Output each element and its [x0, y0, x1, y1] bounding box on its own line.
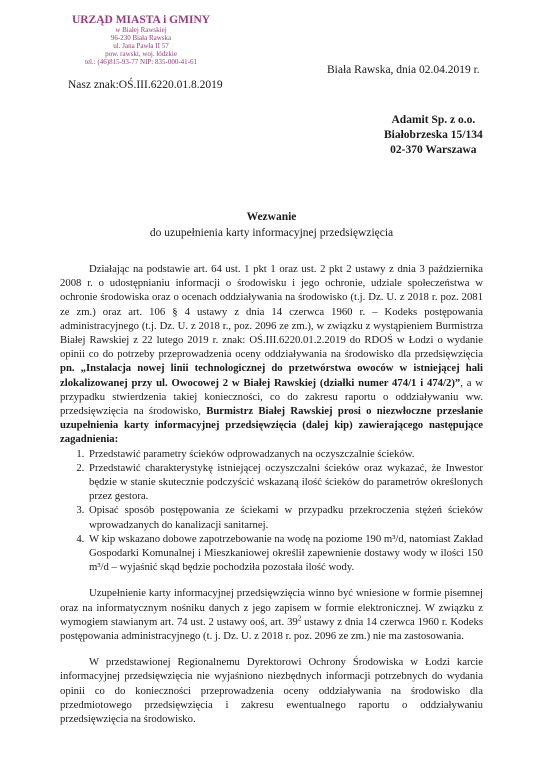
list-item: 1. Przedstawić parametry ścieków odprowadzanych na oczyszczalnie ścieków.: [87, 447, 483, 461]
stamp-line: w Białej Rawskiej: [115, 26, 167, 34]
requirements-list: [60, 447, 483, 575]
stamp-line: tel.: (46)815-93-77 NIP: 835-000-41-61: [85, 58, 197, 66]
list-item: 3. Opisać sposób postępowania ze ściekami w przypadku przekroczenia stężeń ścieków wprowadzanych do kanalizacji sanitarnej.: [87, 503, 483, 531]
letter-body: [60, 262, 483, 726]
project-name: pn. „Instalacja nowej linii technologicznej do przetwórstwa owoców w istniejącej hali zlokalizowanej przy ul. Owocowej 2 w Białej Rawskiej (działki numer 474/1 i 474/2)”: [60, 362, 483, 389]
addressee-line: 02-370 Warszawa: [390, 144, 477, 156]
stamp-line: pow. rawski, woj. łódzkie: [105, 50, 177, 58]
superscript: 2: [297, 614, 302, 623]
stamp-line: ul. Jana Pawła II 57: [113, 42, 169, 50]
office-stamp: [66, 14, 216, 66]
addressee-block: [384, 113, 483, 158]
paragraph-form: [60, 586, 483, 643]
document-date: Biała Rawska, dnia 02.04.2019 r.: [327, 64, 480, 76]
form-text-cont: ustawy z dnia 14 czerwca 1960 r. Kodeks postępowania administracyjnego (t. j. Dz. U. z 2018 r. poz. 2096 ze zm.) nie ma zastosowania.: [60, 615, 483, 643]
stamp-line: 96-230 Biała Rawska: [110, 34, 172, 42]
paragraph-intro: [60, 262, 483, 447]
paragraph-rdos: W przedstawionej Regionalnemu Dyrektorowi Ochrony Środowiska w Łodzi karcie informacyjnej przedsięwzięcia nie wyjaśniono niezbędnych informacji potrzebnych do wydania opinii co do konieczności przeprowadzenia oceny oddziaływania na środowisko dla przedmiotowego przedsięwzięcia i zakresu ewentualnego raportu o oddziaływaniu przedsięwzięcia na środowisko.: [60, 656, 483, 726]
addressee-line: Adamit Sp. z o.o.: [391, 114, 476, 126]
form-text: Uzupełnienie karty informacyjnej przedsięwzięcia winno być wniesione w formie pisemnej oraz na informatycznym nośniku danych z jego zapisem w formie elektronicznej. W związku z wymogiem stawianym art. 74 ust. 2 ustawy ooś, art. 39: [60, 587, 483, 628]
addressee-line: Białobrzeska 15/134: [384, 129, 483, 141]
stamp-line: URZĄD MIASTA i GMINY: [71, 14, 211, 26]
title-line: Wezwanie: [246, 211, 297, 223]
request-text: Burmistrz Białej Rawskiej prosi o niezwłoczne przesłanie uzupełnienia karty informacyjnej przedsięwzięcia (dalej kip) zawierającego następujące zagadnienia:: [60, 405, 484, 446]
list-item: 2. Przedstawić charakterystykę istniejącej oczyszczalni ścieków oraz wykazać, że Inwestor będzie w stanie skutecznie podczyścić wskazaną ilość ścieków do parametrów określonych przez gestora.: [87, 461, 483, 504]
intro-text-cont: , a w przypadku stwierdzenia takiej konieczności, co do zakresu raportu o oddziaływaniu ww. przedsięwzięcia na środowisko,: [60, 376, 483, 418]
document-title: [0, 209, 543, 241]
intro-text: Działając na podstawie art. 64 ust. 1 pkt 1 oraz ust. 2 pkt 2 ustawy z dnia 3 października 2008 r. o udostępnianiu informacji o środowisku i jego ochronie, udziale społeczeństwa w ochronie środowiska oraz o ocenach oddziaływania na środowisko (t.j. Dz. U. z 2018 r. poz. 2081 ze zm.) oraz art. 106 § 4 ustawy z dnia 14 czerwca 1960 r. – Kodeks postępowania administracyjnego (t.j. Dz. U. z 2018 r., poz. 2096 ze zm.), w związku z wystąpieniem Burmistrza Białej Rawskiej z 22 lutego 2019 r. znak: OŚ.III.6220.01.2.2019 do RDOŚ w Łodzi o wydanie opinii co do potrzeby przeprowadzenia oceny oddziaływania na środowisko dla przedsięwzięcia: [60, 263, 483, 361]
subtitle-line: do uzupełnienia karty informacyjnej przedsięwzięcia: [149, 227, 394, 239]
reference-number: Nasz znak:OŚ.III.6220.01.8.2019: [68, 79, 223, 91]
list-item: 4. W kip wskazano dobowe zapotrzebowanie na wodę na poziome 190 m³/d, natomiast Zakład Gospodarki Komunalnej i Mieszkaniowej określił zapewnienie dostawy wody w ilości 150 m³/d – wyjaśnić skąd będzie pochodziła pozostała ilość wody.: [87, 532, 483, 575]
